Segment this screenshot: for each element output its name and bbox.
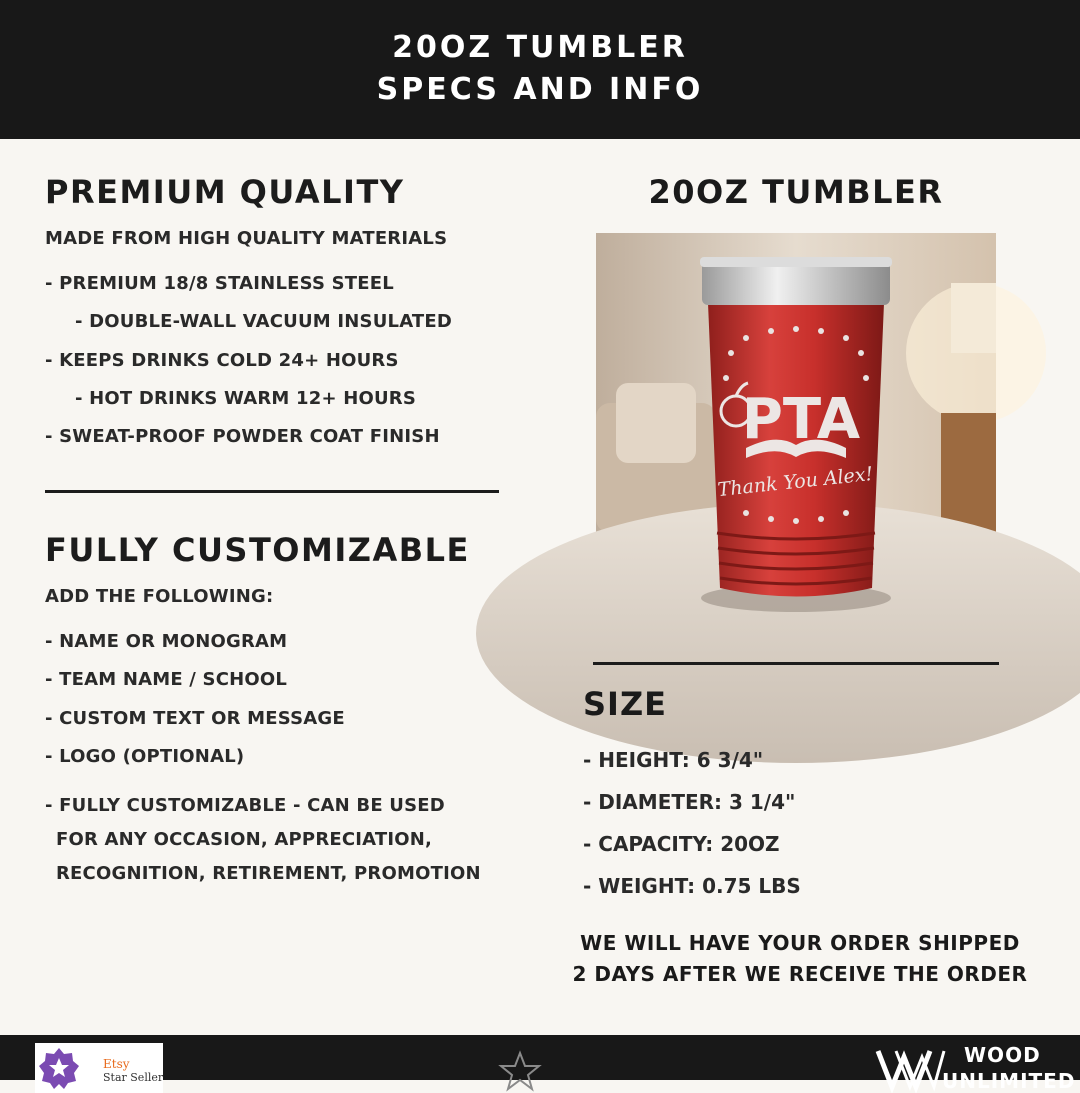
product-photo — [596, 233, 996, 633]
etsy-label: Etsy — [103, 1057, 130, 1071]
engraving-message: Thank You Alex! — [716, 462, 875, 502]
brand-name-line2: UNLIMITED — [942, 1069, 1076, 1093]
premium-item: - HOT DRINKS WARM 12+ HOURS — [75, 388, 417, 409]
premium-item: - KEEPS DRINKS COLD 24+ HOURS — [45, 350, 399, 371]
star-seller-seal-icon — [37, 1046, 81, 1090]
section-divider-right — [593, 662, 999, 665]
product-title: 20OZ TUMBLER — [648, 173, 944, 211]
shipping-line1: WE WILL HAVE YOUR ORDER SHIPPED — [580, 931, 1020, 955]
star-icon — [500, 1051, 540, 1091]
premium-item: - PREMIUM 18/8 STAINLESS STEEL — [45, 273, 394, 294]
shipping-line2: 2 DAYS AFTER WE RECEIVE THE ORDER — [572, 962, 1028, 986]
fully-customizable-heading: FULLY CUSTOMIZABLE — [45, 531, 470, 569]
size-item: - WEIGHT: 0.75 LBS — [583, 874, 801, 898]
premium-quality-heading: PREMIUM QUALITY — [45, 173, 405, 211]
premium-item: - SWEAT-PROOF POWDER COAT FINISH — [45, 426, 440, 447]
custom-subtitle: ADD THE FOLLOWING: — [45, 586, 274, 607]
engraving-title: PTA — [741, 387, 861, 452]
custom-note-line: FOR ANY OCCASION, APPRECIATION, — [56, 829, 433, 850]
header-title-line1: 20OZ TUMBLER — [392, 30, 688, 65]
etsy-star-seller-badge — [35, 1043, 163, 1093]
section-divider-left — [45, 490, 499, 493]
custom-item: - LOGO (OPTIONAL) — [45, 746, 245, 767]
custom-item: - TEAM NAME / SCHOOL — [45, 669, 288, 690]
custom-note-line: RECOGNITION, RETIREMENT, PROMOTION — [56, 863, 481, 884]
star-seller-label: Star Seller — [103, 1071, 164, 1084]
footer-bar — [0, 1035, 1080, 1093]
header-bar — [0, 0, 1080, 139]
custom-note-line: - FULLY CUSTOMIZABLE - CAN BE USED — [45, 795, 445, 816]
brand-name-line1: WOOD — [964, 1043, 1041, 1067]
size-item: - HEIGHT: 6 3/4" — [583, 748, 764, 772]
wood-unlimited-logo-icon — [876, 1043, 946, 1093]
premium-item: - DOUBLE-WALL VACUUM INSULATED — [75, 311, 453, 332]
premium-subtitle: MADE FROM HIGH QUALITY MATERIALS — [45, 228, 448, 249]
custom-item: - CUSTOM TEXT OR MESSAGE — [45, 708, 345, 729]
size-item: - CAPACITY: 20OZ — [583, 832, 780, 856]
header-title-line2: SPECS AND INFO — [376, 72, 704, 107]
size-heading: SIZE — [583, 685, 668, 723]
custom-item: - NAME OR MONOGRAM — [45, 631, 288, 652]
size-item: - DIAMETER: 3 1/4" — [583, 790, 796, 814]
